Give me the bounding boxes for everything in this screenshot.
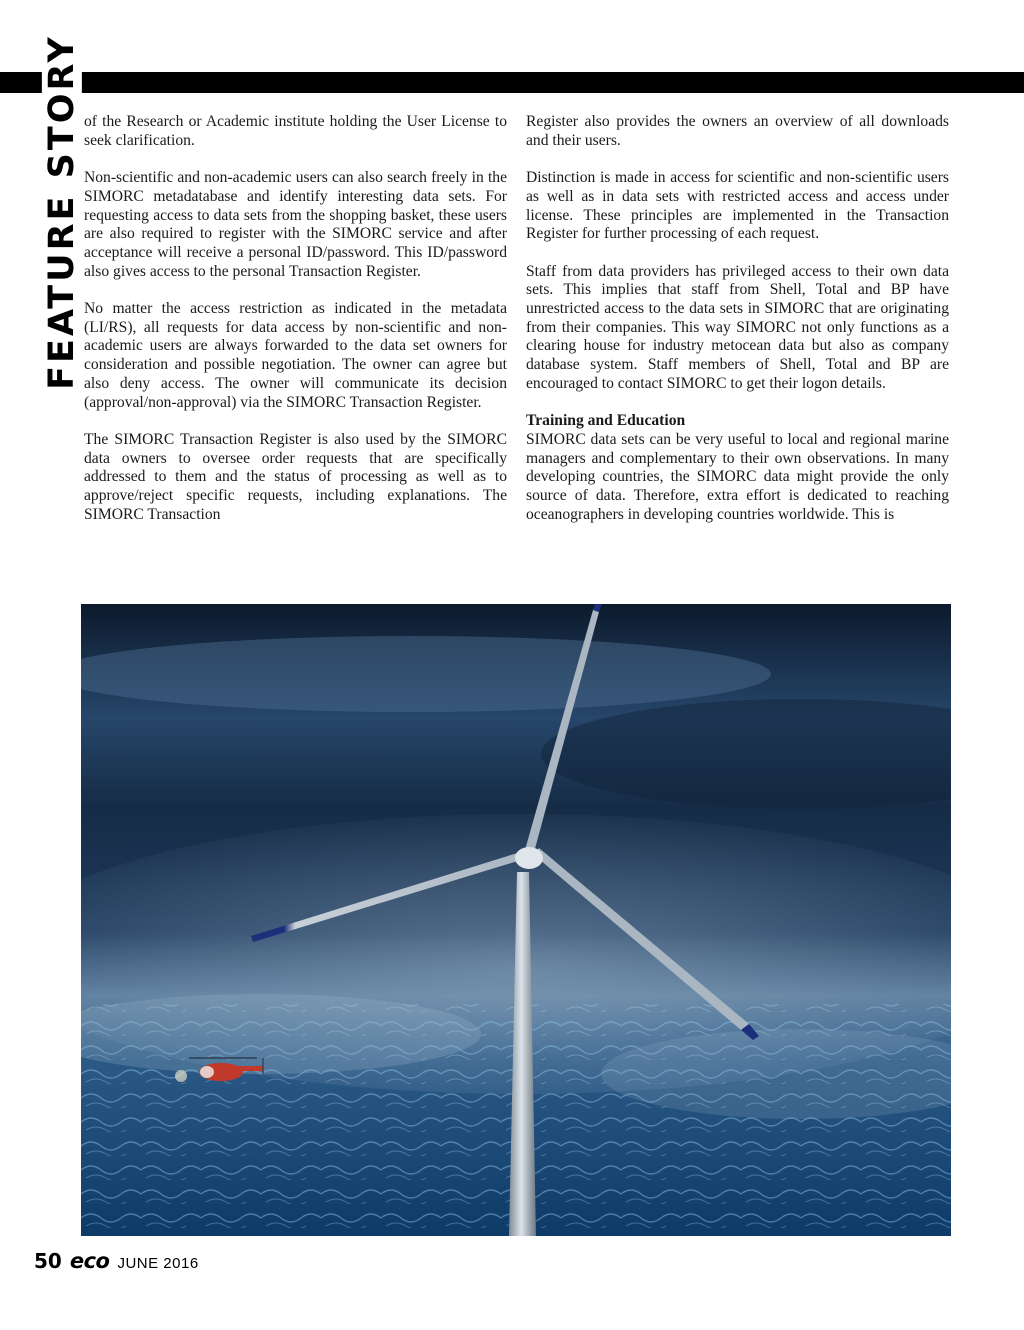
page-number: 50 — [34, 1249, 62, 1273]
subheading: Training and Education — [526, 412, 686, 430]
header-rule — [0, 72, 1024, 93]
magazine-logo: eco — [69, 1249, 110, 1273]
article-column-left — [84, 113, 507, 543]
page-footer — [34, 1249, 199, 1275]
issue-date: JUNE 2016 — [117, 1255, 199, 1272]
photo-illustration — [81, 604, 951, 1236]
paragraph: Non-scientific and non-academic users can also search freely in the SIMORC metadatabase and identify interesting data sets. For requesting access to data sets from the shopping basket, these users are also required to register with the SIMORC service and after acceptance will receive a personal ID/password. This ID/password also gives access to the personal Transaction Register. — [84, 169, 507, 280]
paragraph: Distinction is made in access for scientific and non-scientific users as well as in data sets with restricted access and access under license. These principles are implemented in the Transaction Register for further processing of each request. — [526, 169, 949, 243]
paragraph: The SIMORC Transaction Register is also used by the SIMORC data owners to oversee order requests that are specifically addressed to them and the status of processing as well as to approve/reject specific requests, including explanations. The SIMORC Transaction — [84, 430, 507, 523]
wind-turbine-photo — [81, 604, 951, 1236]
paragraph: SIMORC data sets can be very useful to local and regional marine managers and complementary to their own observations. In many developing countries, the SIMORC data might provide the only source of data. Therefore, extra effort is dedicated to reaching oceanographers in developing countries worldwide. This is — [526, 430, 949, 523]
section-label — [36, 36, 88, 388]
article-column-right — [526, 113, 949, 543]
paragraph: No matter the access restriction as indicated in the metadata (LI/RS), all requests for data access by non-scientific and non-academic users are always forwarded to the data set owners for consideration and possible negotiation. The owner can agree but also deny access. The owner will communicate its decision (approval/non-approval) via the SIMORC Transaction Register. — [84, 300, 507, 411]
paragraph: of the Research or Academic institute holding the User License to seek clarification. — [84, 113, 507, 149]
section-label-text: FEATURE STORY — [42, 28, 82, 396]
paragraph: Staff from data providers has privileged access to their own data sets. This implies that staff from Shell, Total and BP have unrestricted access to the data sets in SIMORC that are originating from their companies. This way SIMORC not only functions as a clearing house for industry metocean data but also as company database system. Staff members of Shell, Total and BP are encouraged to contact SIMORC to get their logon details. — [526, 262, 949, 392]
paragraph: Register also provides the owners an overview of all downloads and their users. — [526, 113, 949, 149]
